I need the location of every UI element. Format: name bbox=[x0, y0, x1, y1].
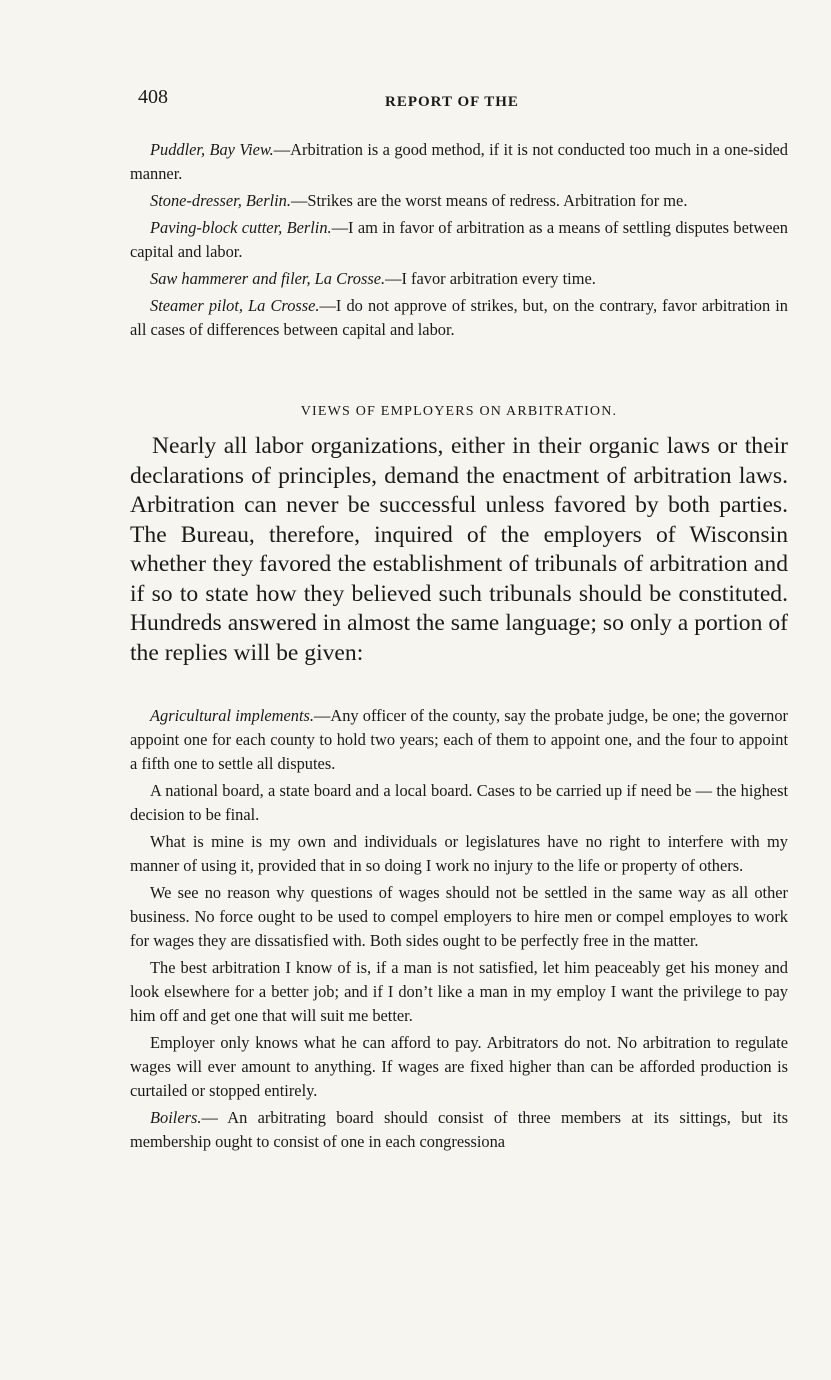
reply-text: The best arbitration I know of is, if a man is not satisfied, let him peaceably get his money and look elsewhere for a better job; and if I don’t like a man in my employ I want the privilege to pay him off and get one that will suit me better. bbox=[130, 958, 788, 1025]
reply-lead: Steamer pilot, La Crosse. bbox=[150, 296, 320, 315]
reply-text: —Any officer of the county, say the probate judge, be one; the governor appoint one for each county to hold two years; each of them to appoint one, and the four to appoint a fifth one to settle all disputes. bbox=[130, 706, 788, 773]
reply-text: —I do not approve of strikes, but, on the contrary, favor arbitration in all cases of differences between capital and labor. bbox=[130, 296, 788, 339]
reply-lead: Saw hammerer and filer, La Crosse. bbox=[150, 269, 386, 288]
reply-paragraph bbox=[130, 294, 788, 342]
reply-lead: Puddler, Bay View. bbox=[150, 140, 274, 159]
reply-text: — An arbitrating board should consist of three members at its sittings, but its membership ought to consist of one in each congressiona bbox=[130, 1108, 788, 1151]
reply-text: A national board, a state board and a local board. Cases to be carried up if need be — the highest decision to be final. bbox=[130, 781, 788, 824]
page-number: 408 bbox=[138, 86, 168, 108]
intro-section bbox=[130, 432, 788, 668]
employer-replies bbox=[130, 704, 788, 1157]
reply-text: —I favor arbitration every time. bbox=[385, 269, 596, 288]
reply-lead: Boilers. bbox=[150, 1108, 202, 1127]
reply-paragraph bbox=[130, 189, 788, 213]
page-header bbox=[138, 86, 771, 116]
intro-paragraph: Nearly all labor organizations, either in their organic laws or their declarations of principles, demand the enactment of arbitration laws. Arbitration can never be successful unless favored by both parties. The Bureau, therefore, inquired of the employers of Wisconsin whether they favored the establishment of tribunals of arbitration and if so to state how they believed such tribunals should be constituted. Hundreds answered in almost the same language; so only a portion of the replies will be given: bbox=[130, 433, 788, 666]
reply-lead: Paving-block cutter, Berlin. bbox=[150, 218, 332, 237]
reply-paragraph bbox=[130, 830, 788, 878]
reply-lead: Stone-dresser, Berlin. bbox=[150, 191, 291, 210]
reply-text: —Arbitration is a good method, if it is not conducted too much in a one-sided manner. bbox=[130, 140, 788, 183]
reply-paragraph bbox=[130, 779, 788, 827]
section-heading: VIEWS OF EMPLOYERS ON ARBITRATION. bbox=[300, 404, 618, 419]
reply-text: Employer only knows what he can afford to pay. Arbitrators do not. No arbitration to regulate wages will ever amount to anything. If wages are fixed higher than can be afforded production is curtailed or stopped entirely. bbox=[130, 1033, 788, 1100]
reply-paragraph bbox=[130, 956, 788, 1028]
reply-paragraph bbox=[130, 1106, 788, 1154]
employee-replies bbox=[130, 138, 788, 345]
reply-text: —Strikes are the worst means of redress. Arbitration for me. bbox=[290, 191, 688, 210]
running-head: REPORT OF THE bbox=[385, 94, 519, 110]
reply-text: What is mine is my own and individuals or legislatures have no right to interfere with my manner of using it, provided that in so doing I work no injury to the life or property of others. bbox=[130, 832, 788, 875]
reply-paragraph bbox=[130, 216, 788, 264]
reply-paragraph bbox=[130, 1031, 788, 1103]
reply-paragraph bbox=[130, 704, 788, 776]
reply-paragraph bbox=[130, 138, 788, 186]
reply-text: —I am in favor of arbitration as a means of settling disputes between capital and labor. bbox=[130, 218, 788, 261]
reply-paragraph bbox=[130, 881, 788, 953]
reply-paragraph bbox=[130, 267, 788, 291]
reply-text: We see no reason why questions of wages should not be settled in the same way as all other business. No force ought to be used to compel employers to hire men or compel employes to work for wages they are dissatisfied with. Both sides ought to be perfectly free in the matter. bbox=[130, 883, 788, 950]
reply-lead: Agricultural implements. bbox=[150, 706, 314, 725]
